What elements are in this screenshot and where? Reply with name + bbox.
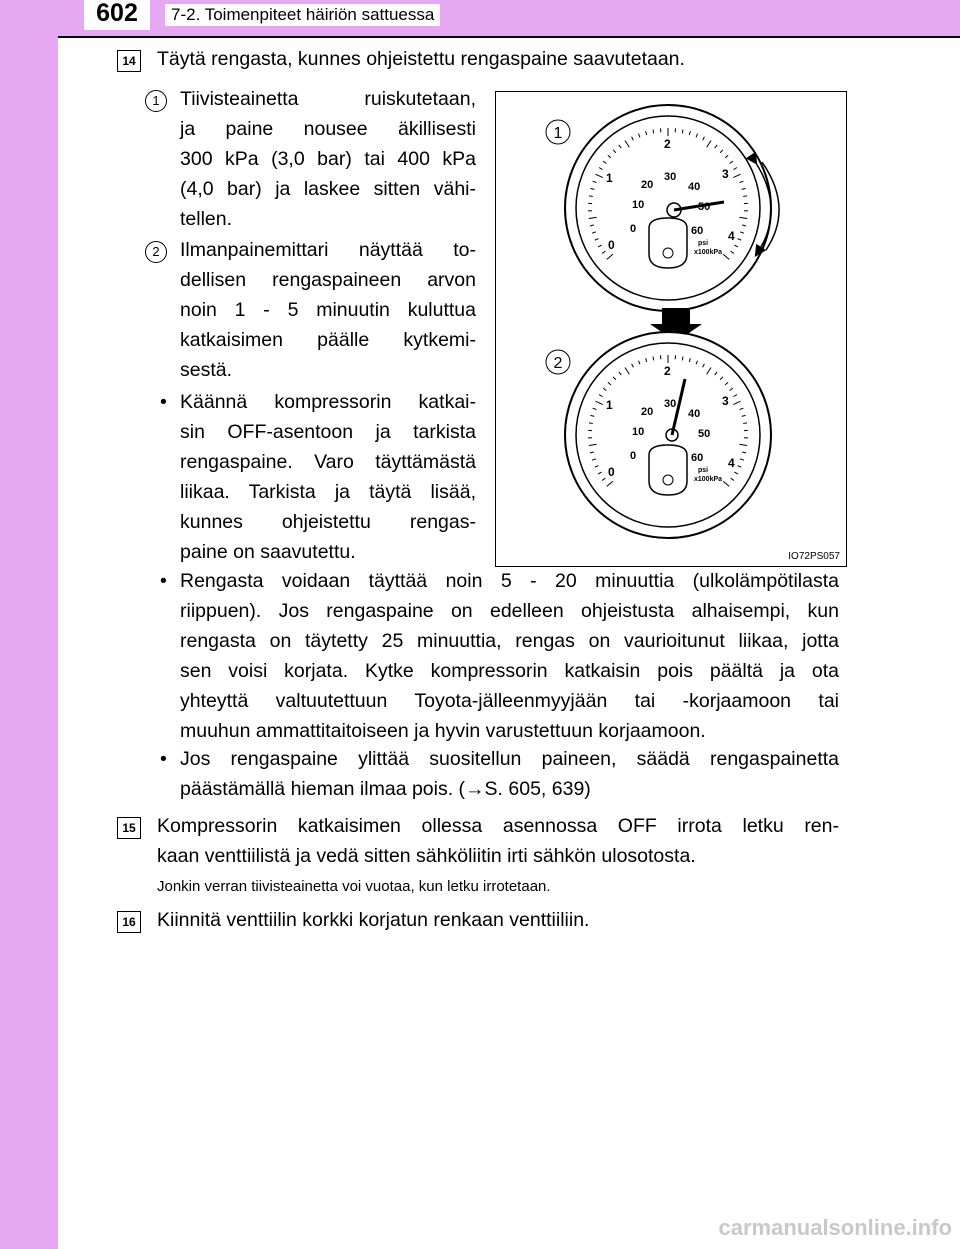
- valve-stem-shape: [649, 218, 687, 268]
- svg-text:20: 20: [641, 406, 654, 418]
- bullet-3-dot: •: [160, 748, 167, 770]
- svg-text:30: 30: [664, 398, 677, 410]
- svg-text:20: 20: [641, 179, 654, 191]
- svg-text:40: 40: [688, 181, 701, 193]
- svg-text:0: 0: [630, 450, 637, 462]
- substep-1-marker: 1: [145, 90, 167, 112]
- step-14-title: Täytä rengasta, kunnes ohjeistettu rengaspaine saavutetaan.: [157, 48, 685, 70]
- gauge-tick: [743, 196, 747, 197]
- bullet-1-dot: •: [160, 391, 167, 413]
- svg-text:10: 10: [632, 199, 645, 211]
- gauge-tick: [743, 423, 747, 424]
- gauge-2: [565, 332, 771, 538]
- svg-text:psi: psi: [698, 467, 709, 474]
- step-16-marker: 16: [117, 911, 141, 933]
- page-number: 602: [84, 0, 150, 30]
- gauge-1: [565, 105, 771, 311]
- substep-2-marker: 2: [145, 241, 167, 263]
- step-15-note: Jonkin verran tiivisteainetta voi vuotaa, kun letku irrotetaan.: [157, 878, 551, 895]
- step-16-text: Kiinnitä venttiilin korkki korjatun renkaan venttiiliin.: [157, 909, 590, 931]
- svg-text:40: 40: [688, 408, 701, 420]
- gauge-figure-svg: [496, 92, 846, 566]
- svg-text:0: 0: [630, 223, 637, 235]
- svg-text:30: 30: [664, 171, 677, 183]
- gauge-tick: [589, 423, 593, 424]
- header-rule: [58, 36, 960, 38]
- svg-text:10: 10: [632, 426, 645, 438]
- svg-text:4: 4: [728, 456, 735, 470]
- svg-text:50: 50: [698, 201, 711, 213]
- svg-text:3: 3: [722, 167, 729, 181]
- step-14-marker: 14: [117, 50, 141, 72]
- svg-text:0: 0: [608, 465, 615, 479]
- bullet-2-dot: •: [160, 570, 167, 592]
- gauge-tick: [589, 196, 593, 197]
- svg-text:4: 4: [728, 229, 735, 243]
- svg-text:50: 50: [698, 428, 711, 440]
- gauge-illustration: [495, 91, 847, 567]
- svg-text:60: 60: [691, 452, 704, 464]
- gauge-2-label: 2: [553, 355, 563, 372]
- svg-text:0: 0: [608, 238, 615, 252]
- svg-text:1: 1: [606, 398, 613, 412]
- svg-text:3: 3: [722, 394, 729, 408]
- svg-text:2: 2: [664, 137, 671, 151]
- svg-text:1: 1: [606, 171, 613, 185]
- svg-text:psi: psi: [698, 240, 709, 247]
- gauge-1-label: 1: [553, 125, 563, 142]
- chapter-title: 7-2. Toimenpiteet häiriön sattuessa: [165, 4, 440, 26]
- side-tab-band: [0, 0, 58, 1249]
- step-15-marker: 15: [117, 817, 141, 839]
- figure-code: IO72PS057: [788, 551, 840, 562]
- svg-text:x100kPa: x100kPa: [694, 249, 723, 256]
- watermark-text: carmanualsonline.info: [718, 1215, 952, 1240]
- svg-text:2: 2: [664, 364, 671, 378]
- svg-text:60: 60: [691, 225, 704, 237]
- svg-text:x100kPa: x100kPa: [694, 476, 723, 483]
